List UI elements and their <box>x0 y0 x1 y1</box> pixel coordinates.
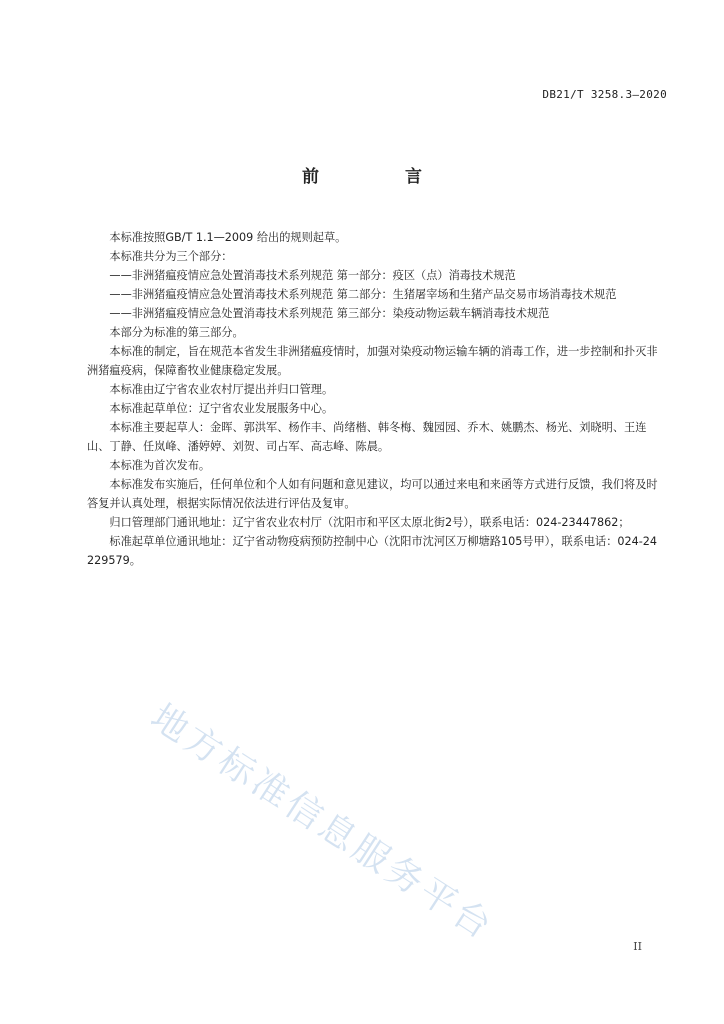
document-code: DB21/T 3258.3—2020 <box>542 88 667 101</box>
document-body <box>87 228 659 570</box>
paragraph: ——非洲猪瘟疫情应急处置消毒技术系列规范 第三部分：染疫动物运载车辆消毒技术规范 <box>109 307 550 320</box>
paragraph: 本标准为首次发布。 <box>109 459 211 472</box>
paragraph: 本标准共分为三个部分： <box>109 250 233 263</box>
page-title: 前 言 <box>302 167 462 187</box>
paragraph: 归口管理部门通讯地址：辽宁省农业农村厅（沈阳市和平区太原北街2号），联系电话：024-23447862； <box>109 516 630 529</box>
paragraph: 标准起草单位通讯地址：辽宁省动物疫病预防控制中心（沈阳市沈河区万柳塘路105号甲），联系电话：024-24229579。 <box>87 535 658 567</box>
watermark: 地方标准信息服务平台 <box>143 696 502 949</box>
paragraph: ——非洲猪瘟疫情应急处置消毒技术系列规范 第二部分：生猪屠宰场和生猪产品交易市场消毒技术规范 <box>109 288 617 301</box>
page-number: II <box>633 940 642 953</box>
paragraph: 本标准主要起草人：金晖、郭洪军、杨作丰、尚绪楷、韩冬梅、魏园园、乔木、姚鹏杰、杨光、刘晓明、王连山、丁静、任岚峰、潘婷婷、刘贺、司占军、高志峰、陈晨。 <box>87 421 647 453</box>
paragraph: 本标准起草单位：辽宁省农业发展服务中心。 <box>109 402 334 415</box>
paragraph: 本部分为标准的第三部分。 <box>109 326 244 339</box>
paragraph: ——非洲猪瘟疫情应急处置消毒技术系列规范 第一部分：疫区（点）消毒技术规范 <box>109 269 516 282</box>
paragraph: 本标准由辽宁省农业农村厅提出并归口管理。 <box>109 383 334 396</box>
paragraph: 本标准按照GB/T 1.1—2009 给出的规则起草。 <box>109 231 347 244</box>
paragraph: 本标准的制定，旨在规范本省发生非洲猪瘟疫情时，加强对染疫动物运输车辆的消毒工作，进一步控制和扑灭非洲猪瘟疫病，保障畜牧业健康稳定发展。 <box>87 345 658 377</box>
paragraph: 本标准发布实施后，任何单位和个人如有问题和意见建议，均可以通过来电和来函等方式进行反馈，我们将及时答复并认真处理，根据实际情况依法进行评估及复审。 <box>87 478 658 510</box>
